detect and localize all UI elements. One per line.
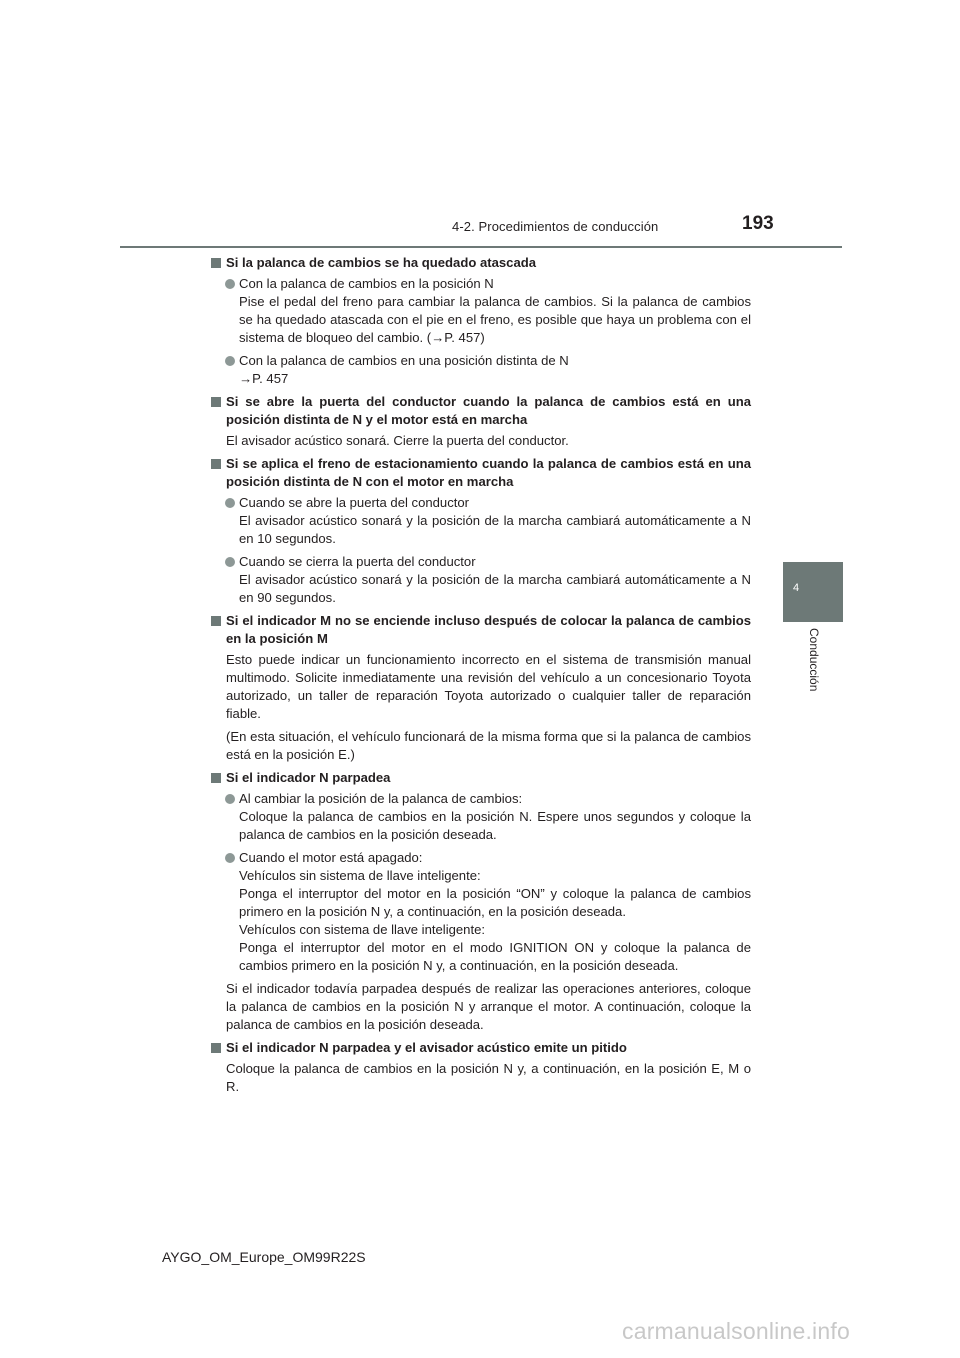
section-heading <box>211 254 751 272</box>
header-divider <box>120 246 842 248</box>
section <box>211 1039 751 1096</box>
section-heading <box>211 769 751 787</box>
bullet-title: Cuando el motor está apagado: <box>239 850 423 865</box>
section-heading <box>211 1039 751 1057</box>
circle-bullet-icon <box>225 794 235 804</box>
square-bullet-icon <box>211 616 221 626</box>
bullet-text: Vehículos con sistema de llave inteligente: <box>239 922 486 937</box>
bullet-text: El avisador acústico sonará y la posición de la marcha cambiará automáticamente a N en 90 segundos. <box>239 572 751 605</box>
section-heading <box>211 455 751 491</box>
section-heading-text: Si se aplica el freno de estacionamiento cuando la palanca de cambios está en una posición distinta de N con el motor en marcha <box>226 456 751 489</box>
section <box>211 769 751 1034</box>
chapter-tab-number: 4 <box>793 582 800 594</box>
bullet-item <box>211 790 751 844</box>
chapter-tab-label-box <box>773 628 853 708</box>
square-bullet-icon <box>211 397 221 407</box>
section <box>211 612 751 764</box>
section-heading <box>211 393 751 429</box>
square-bullet-icon <box>211 1043 221 1053</box>
square-bullet-icon <box>211 258 221 268</box>
paragraph: El avisador acústico sonará. Cierre la puerta del conductor. <box>226 433 569 448</box>
circle-bullet-icon <box>225 557 235 567</box>
circle-bullet-icon <box>225 279 235 289</box>
bullet-item <box>211 352 751 388</box>
header-section-title: 4-2. Procedimientos de conducción <box>452 219 659 234</box>
square-bullet-icon <box>211 459 221 469</box>
circle-bullet-icon <box>225 498 235 508</box>
bullet-item <box>211 275 751 347</box>
section <box>211 393 751 450</box>
section-heading-text: Si el indicador N parpadea y el avisador acústico emite un pitido <box>226 1040 627 1055</box>
document-code: AYGO_OM_Europe_OM99R22S <box>162 1249 366 1265</box>
bullet-item <box>211 849 751 975</box>
bullet-text: →P. 457 <box>239 371 289 386</box>
paragraph: Esto puede indicar un funcionamiento incorrecto en el sistema de transmisión manual multimodo. Solicite inmediatamente una revisión del vehículo a un concesionario Toyota autorizado, un taller de reparación Toyota autorizado o cualquier taller de reparación fiable. <box>226 652 751 721</box>
bullet-text: El avisador acústico sonará y la posición de la marcha cambiará automáticamente a N en 10 segundos. <box>239 513 751 546</box>
chapter-tab-label: Conducción <box>807 628 821 692</box>
circle-bullet-icon <box>225 356 235 366</box>
section <box>211 455 751 607</box>
section-heading-text: Si el indicador N parpadea <box>226 770 391 785</box>
bullet-title: Con la palanca de cambios en la posición N <box>239 276 494 291</box>
section-heading-text: Si se abre la puerta del conductor cuando la palanca de cambios está en una posición distinta de N y el motor está en marcha <box>226 394 751 427</box>
bullet-text: Coloque la palanca de cambios en la posición N. Espere unos segundos y coloque la palanca de cambios en la posición deseada. <box>239 809 751 842</box>
section-heading <box>211 612 751 648</box>
circle-bullet-icon <box>225 853 235 863</box>
bullet-title: Con la palanca de cambios en una posición distinta de N <box>239 353 569 368</box>
paragraph: Coloque la palanca de cambios en la posición N y, a continuación, en la posición E, M o R. <box>226 1061 751 1094</box>
paragraph: (En esta situación, el vehículo funcionará de la misma forma que si la palanca de cambios está en la posición E.) <box>226 729 751 762</box>
chapter-tab <box>783 562 843 622</box>
page-content <box>211 254 751 1101</box>
section-heading-text: Si la palanca de cambios se ha quedado atascada <box>226 255 537 270</box>
square-bullet-icon <box>211 773 221 783</box>
section-heading-text: Si el indicador M no se enciende incluso después de colocar la palanca de cambios en la posición M <box>226 613 751 646</box>
bullet-item <box>211 494 751 548</box>
bullet-item <box>211 553 751 607</box>
bullet-text: Ponga el interruptor del motor en la posición “ON” y coloque la palanca de cambios primero en la posición N y, a continuación, en la posición deseada. <box>239 886 751 919</box>
section <box>211 254 751 388</box>
bullet-title: Al cambiar la posición de la palanca de cambios: <box>239 791 523 806</box>
bullet-text: Ponga el interruptor del motor en el modo IGNITION ON y coloque la palanca de cambios primero en la posición N y, a continuación, en la posición deseada. <box>239 940 751 973</box>
bullet-title: Cuando se abre la puerta del conductor <box>239 495 470 510</box>
bullet-text: Pise el pedal del freno para cambiar la palanca de cambios. Si la palanca de cambios se ha quedado atascada con el pie en el freno, es posible que haya un problema con el sistema de bloqueo del cambio. (→P. 457) <box>239 294 751 345</box>
paragraph: Si el indicador todavía parpadea después de realizar las operaciones anteriores, coloque la palanca de cambios en la posición N y arranque el motor. A continuación, coloque la palanca de cambios en la posición deseada. <box>226 981 751 1032</box>
page-number: 193 <box>742 213 774 234</box>
bullet-text: Vehículos sin sistema de llave inteligente: <box>239 868 481 883</box>
bullet-title: Cuando se cierra la puerta del conductor <box>239 554 476 569</box>
watermark: carmanualsonline.info <box>622 1318 850 1344</box>
